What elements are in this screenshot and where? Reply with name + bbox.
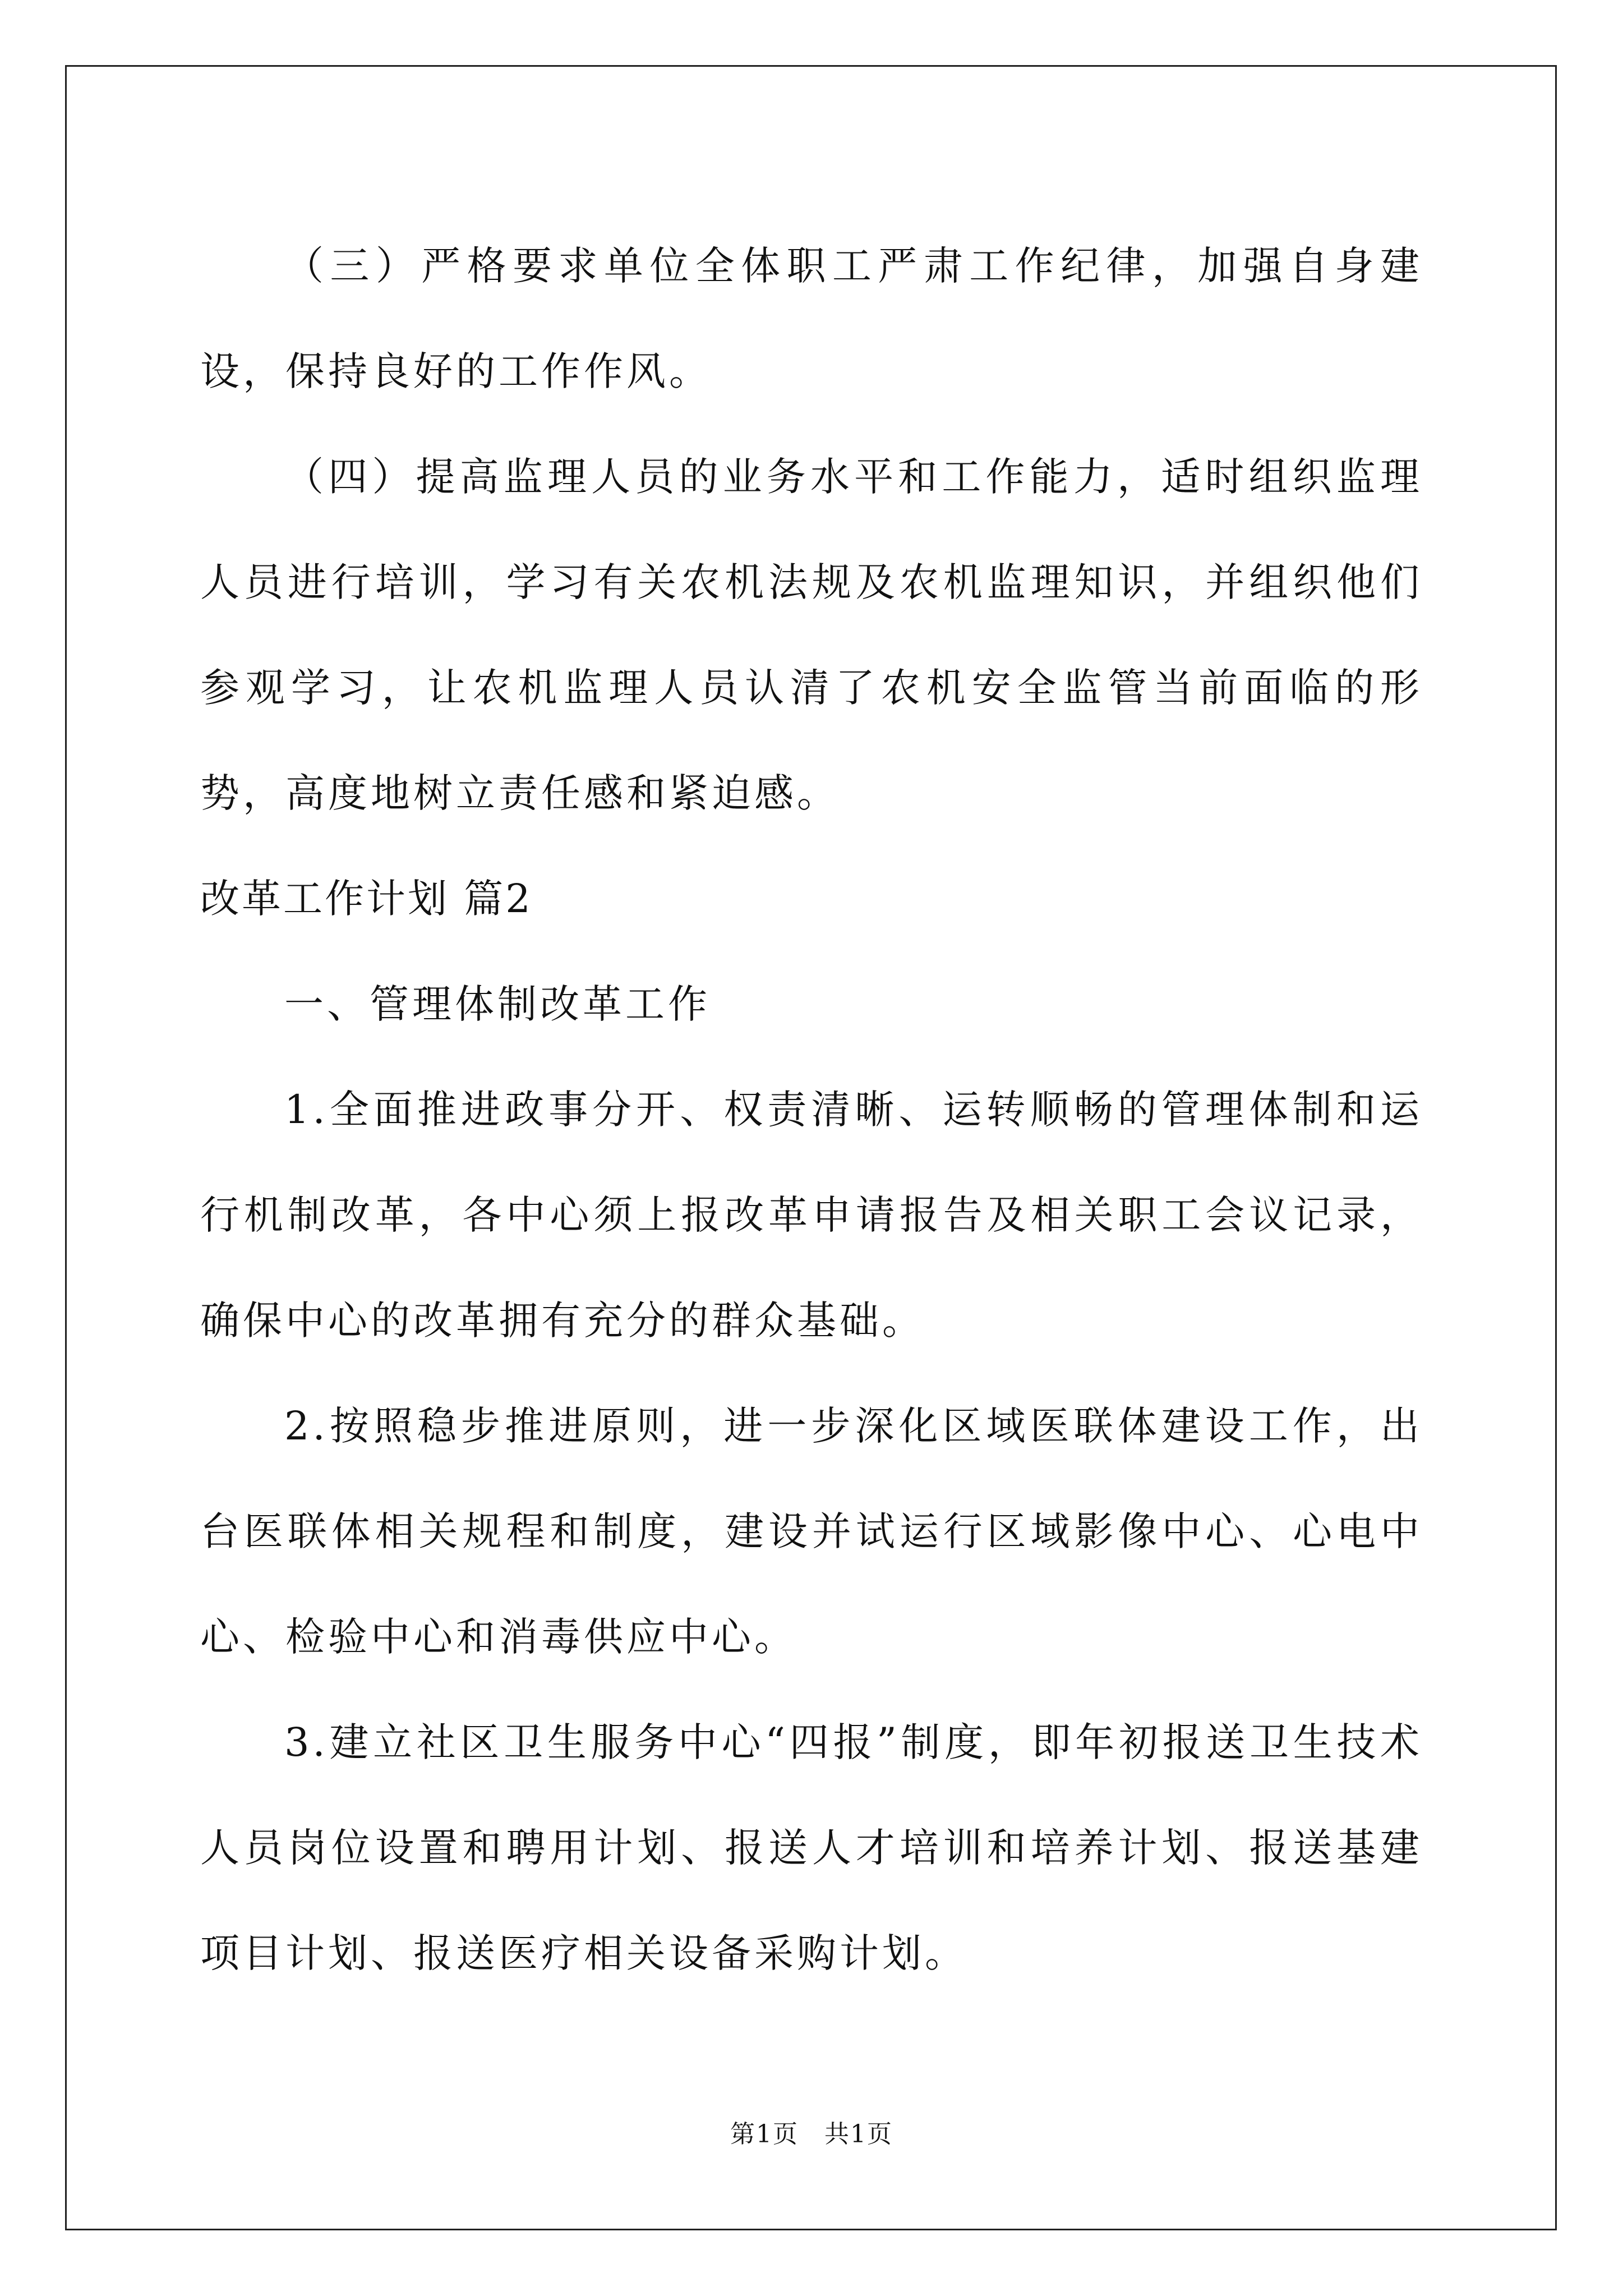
paragraph-section-4: （四）提高监理人员的业务水平和工作能力，适时组织监理人员进行培训，学习有关农机法规及农机监理知识，并组织他们参观学习，让农机监理人员认清了农机安全监管当前面临的形势，高度地树立责任感和紧迫感。 (200, 454, 1423, 816)
paragraph-item-1: 1.全面推进政事分开、权责清晰、运转顺畅的管理体制和运行机制改革，各中心须上报改革申请报告及相关职工会议记录，确保中心的改革拥有充分的群众基础。 (200, 1087, 1423, 1343)
subheading-management-reform: 一、管理体制改革工作 (284, 981, 711, 1027)
paragraph-section-3: （三）严格要求单位全体职工严肃工作纪律，加强自身建设，保持良好的工作作风。 (200, 243, 1423, 394)
paragraph-item-3: 3.建立社区卫生服务中心“四报”制度，即年初报送卫生技术人员岗位设置和聘用计划、报送人才培训和培养计划、报送基建项目计划、报送医疗相关设备采购计划。 (200, 1719, 1423, 1976)
section-heading: 改革工作计划 篇2 (200, 876, 533, 922)
page-footer: 第1页 共1页 (730, 2120, 893, 2148)
paragraph-item-2: 2.按照稳步推进原则，进一步深化区域医联体建设工作，出台医联体相关规程和制度，建设并试运行区域影像中心、心电中心、检验中心和消毒供应中心。 (200, 1403, 1423, 1660)
document-body (200, 213, 1423, 2006)
